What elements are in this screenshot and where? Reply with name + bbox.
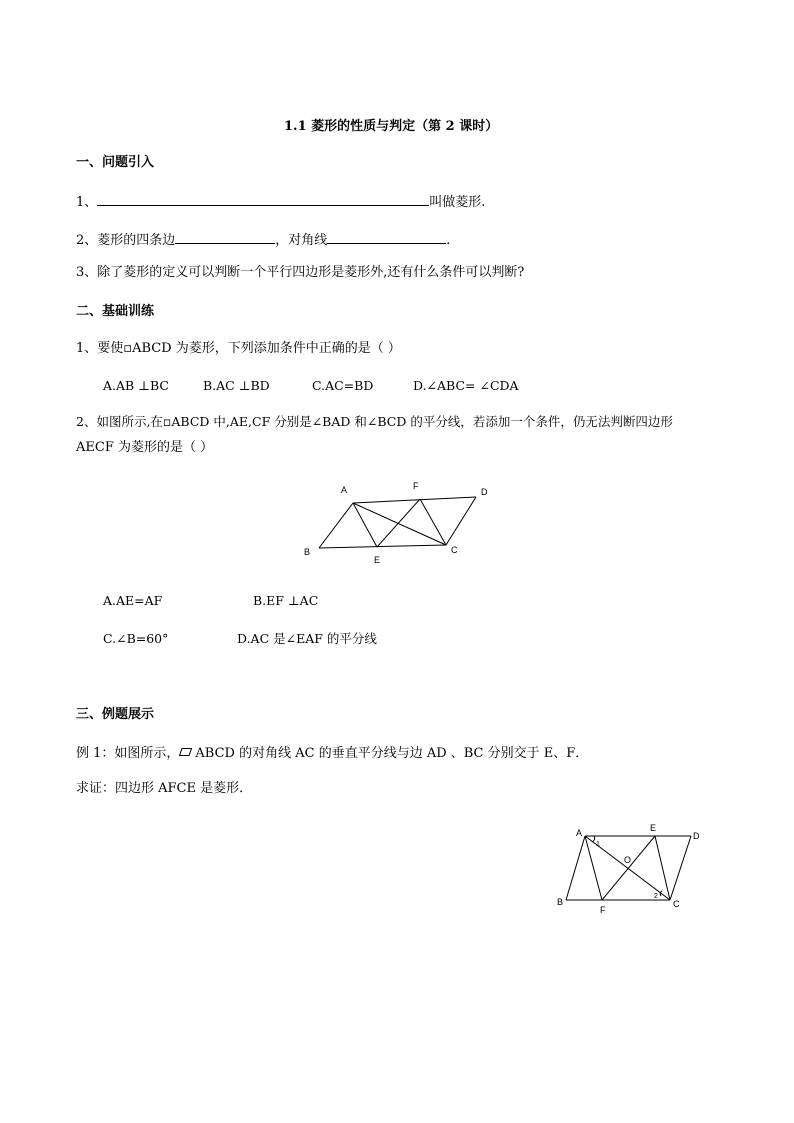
label-d: D (693, 831, 700, 841)
segment-ef (602, 836, 655, 900)
q2-1-option-a: A.AB ⊥BC (103, 378, 169, 393)
label-e: E (374, 555, 381, 565)
example-1 (76, 746, 588, 760)
edge-dc (446, 497, 476, 545)
question-1-3: 3、除了菱形的定义可以判断一个平行四边形是菱形外,还有什么条件可以判断? (76, 265, 525, 280)
edge-ba (319, 503, 353, 548)
label-a: A (341, 485, 348, 495)
label-a: A (576, 828, 583, 838)
section1-heading: 一、问题引入 (76, 155, 155, 170)
section3-heading: 三、例题展示 (76, 707, 155, 722)
edge-cb (319, 545, 446, 548)
question-2-2-line2: AECF 为菱形的是（ ） (76, 440, 214, 455)
q1-tail: 叫做菱形. (429, 195, 486, 210)
label-f: F (413, 481, 419, 491)
figure-parallelogram-aecf (290, 475, 510, 570)
label-angle-2: 2 (654, 893, 658, 900)
proof-statement: 求证：四边形 AFCE 是菱形． (76, 781, 253, 796)
label-b: B (557, 897, 564, 907)
question-1-1 (76, 193, 485, 209)
label-c: C (673, 899, 680, 909)
segment-ef (377, 499, 420, 547)
label-o: O (624, 855, 632, 865)
label-d: D (481, 487, 488, 497)
question-2-1: 1、要使▫ABCD 为菱形，下列添加条件中正确的是（ ） (76, 341, 401, 356)
parallelogram-symbol-icon (179, 746, 192, 754)
question-2-2-line1: 2、如图所示,在▫ABCD 中,AE,CF 分别是∠BAD 和∠BCD 的平分线，若添加一个条件，仍无法判断四边形 (76, 414, 673, 429)
q2-1-option-b: B.AC ⊥BD (203, 378, 270, 393)
diagonal-ac (353, 503, 446, 545)
edge-ba (566, 836, 585, 900)
q2-1-option-c: C.AC=BD (312, 378, 374, 393)
q2-1-option-d: D.∠ABC= ∠CDA (413, 378, 519, 393)
q2-2-option-c: C.∠B=60° (103, 631, 169, 646)
q2-end: . (446, 233, 451, 248)
example-1-prefix: 例 1：如图所示， (76, 746, 180, 761)
page-title: 1.1 菱形的性质与判定（第 2 课时） (284, 119, 499, 134)
q2-mid: ，对角线 (275, 233, 328, 248)
q2-2-option-a: A.AE=AF (103, 593, 163, 608)
label-b: B (304, 547, 311, 557)
q2-blank-diagonal[interactable] (327, 231, 446, 244)
example-1-text: ABCD 的对角线 AC 的垂直平分线与边 AD 、BC 分别交于 E、F． (195, 746, 589, 761)
figure-perpendicular-bisector (550, 820, 710, 920)
q2-2-option-d: D.AC 是∠EAF 的平分线 (237, 631, 377, 646)
label-f: F (600, 905, 606, 915)
label-angle-1: 1 (596, 841, 600, 848)
segment-ae (353, 503, 377, 547)
segment-fc (420, 499, 446, 545)
edge-dc (670, 836, 691, 900)
question-1-2 (76, 231, 450, 247)
q2-lead: 2、菱形的四条边 (76, 233, 176, 248)
section2-heading: 二、基础训练 (76, 304, 155, 319)
q1-number: 1、 (76, 195, 98, 210)
edge-ad (353, 497, 476, 503)
q2-blank-sides[interactable] (175, 231, 275, 244)
label-c: C (451, 545, 458, 555)
q1-blank[interactable] (97, 193, 429, 206)
q2-2-option-b: B.EF ⊥AC (253, 593, 319, 608)
label-e: E (650, 823, 657, 833)
